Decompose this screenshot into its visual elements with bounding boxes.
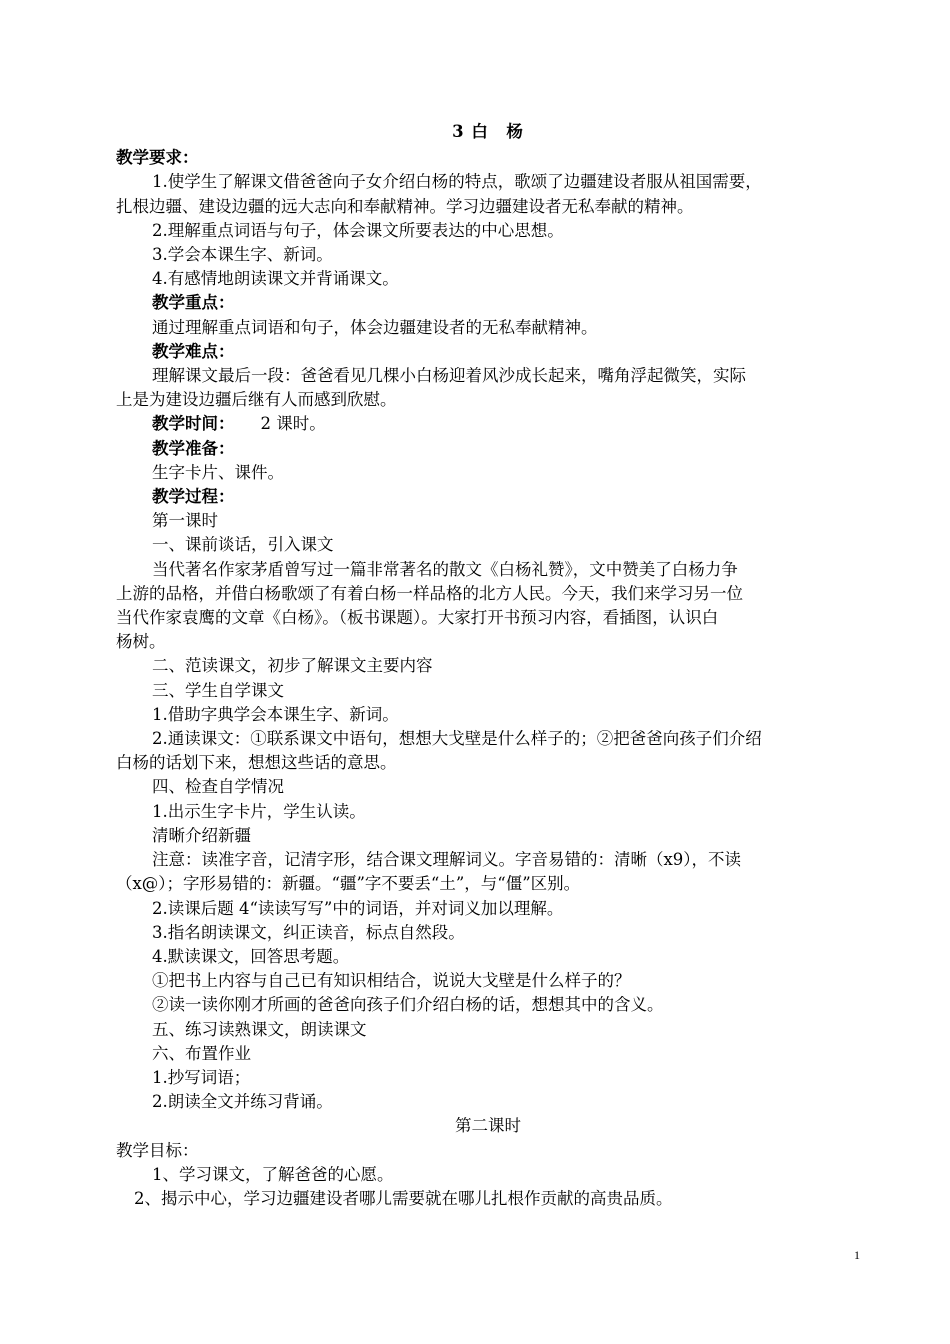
goal-2: 2、揭示中心，学习边疆建设者哪儿需要就在哪儿扎根作贡献的高贵品质。 — [134, 1188, 673, 1208]
lesson-1-label: 第一课时 — [152, 511, 218, 531]
step-4-item-3: 3.指名朗读课文，纠正读音，标点自然段。 — [152, 922, 465, 942]
step-4-note-line-1: 注意：读准字音，记清字形，结合课文理解词义。字音易错的：清晰（x9），不读 — [152, 850, 742, 870]
difficulty-line-2: 上是为建设边疆后继有人而感到欣慰。 — [116, 390, 397, 410]
process-heading: 教学过程： — [152, 487, 235, 507]
step-4-question-2: ②读一读你刚才所画的爸爸向孩子们介绍白杨的话，想想其中的含义。 — [152, 995, 664, 1015]
focus-text: 通过理解重点词语和句子，体会边疆建设者的无私奉献精神。 — [152, 317, 598, 337]
prep-text: 生字卡片、课件。 — [152, 462, 284, 482]
difficulty-heading: 教学难点： — [152, 341, 235, 361]
step-1-heading: 一、课前谈话，引入课文 — [152, 535, 334, 555]
document-title: 3 白 杨 — [452, 122, 524, 141]
step-1-line-2: 上游的品格，并借白杨歌颂了有着白杨一样品格的北方人民。今天，我们来学习另一位 — [116, 583, 743, 603]
step-4-heading: 四、检查自学情况 — [152, 777, 284, 797]
focus-heading: 教学重点： — [152, 293, 235, 313]
goal-1: 1、学习课文，了解爸爸的心愿。 — [152, 1164, 394, 1184]
time-value: 2 课时。 — [260, 414, 326, 434]
step-3-item-1: 1.借助字典学会本课生字、新词。 — [152, 704, 399, 724]
step-1-line-1: 当代著名作家茅盾曾写过一篇非常著名的散文《白杨礼赞》，文中赞美了白杨力争 — [152, 559, 738, 579]
time-row — [116, 412, 860, 436]
step-2-heading: 二、范读课文，初步了解课文主要内容 — [152, 656, 433, 676]
requirements-heading: 教学要求： — [116, 148, 199, 168]
goal-heading: 教学目标： — [116, 1140, 199, 1160]
lesson-2-label: 第二课时 — [455, 1116, 521, 1136]
step-4-item-4: 4.默读课文，回答思考题。 — [152, 946, 350, 966]
step-6-item-1: 1.抄写词语； — [152, 1067, 251, 1087]
step-3-heading: 三、学生自学课文 — [152, 680, 284, 700]
step-6-item-2: 2.朗读全文并练习背诵。 — [152, 1092, 333, 1112]
step-3-item-2-line-2: 白杨的话划下来，想想这些话的意思。 — [116, 753, 397, 773]
requirement-1-line-2: 扎根边疆、建设边疆的远大志向和奉献精神。学习边疆建设者无私奉献的精神。 — [116, 196, 694, 216]
step-1-line-3: 当代作家袁鹰的文章《白杨》。（板书课题）。大家打开书预习内容，看插图，认识白 — [116, 608, 719, 628]
page-number: 1 — [854, 1248, 860, 1262]
requirement-4: 4.有感情地朗读课文并背诵课文。 — [152, 269, 399, 289]
step-4-words: 清晰介绍新疆 — [152, 825, 251, 845]
step-6-heading: 六、布置作业 — [152, 1043, 251, 1063]
requirement-3: 3.学会本课生字、新词。 — [152, 245, 333, 265]
document-page — [116, 120, 860, 1211]
step-1-line-4: 杨树。 — [116, 632, 166, 652]
requirement-2: 2.理解重点词语与句子，体会课文所要表达的中心思想。 — [152, 220, 564, 240]
difficulty-line-1: 理解课文最后一段：爸爸看见几棵小白杨迎着风沙成长起来，嘴角浮起微笑，实际 — [152, 366, 746, 386]
step-4-item-2: 2.读课后题 4“读读写写”中的词语，并对词义加以理解。 — [152, 898, 564, 918]
step-4-note-line-2: （x@）；字形易错的：新疆。“疆”字不要丢“土”，与“僵”区别。 — [116, 874, 581, 894]
prep-heading: 教学准备： — [152, 438, 235, 458]
time-heading: 教学时间： — [152, 414, 235, 434]
step-5-heading: 五、练习读熟课文，朗读课文 — [152, 1019, 367, 1039]
step-3-item-2-line-1: 2.通读课文：①联系课文中语句，想想大戈壁是什么样子的；②把爸爸向孩子们介绍 — [152, 729, 762, 749]
step-4-item-1: 1.出示生字卡片，学生认读。 — [152, 801, 366, 821]
requirement-1-line-1: 1.使学生了解课文借爸爸向子女介绍白杨的特点，歌颂了边疆建设者服从祖国需要， — [152, 172, 762, 192]
step-4-question-1: ①把书上内容与自己已有知识相结合，说说大戈壁是什么样子的？ — [152, 971, 631, 991]
